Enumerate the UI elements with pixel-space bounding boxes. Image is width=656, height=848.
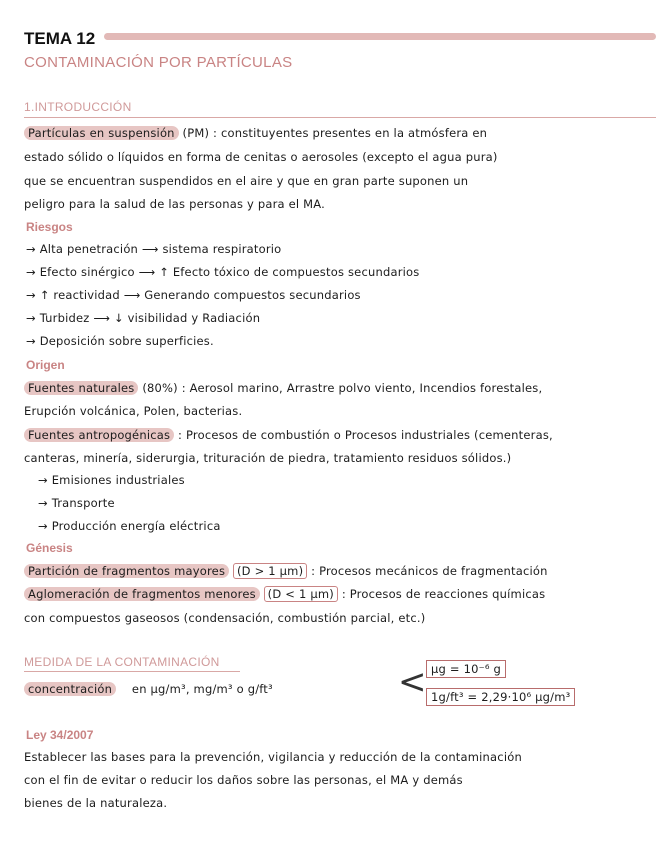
- list-item: → Turbidez ⟶ ↓ visibilidad y Radiación: [26, 311, 261, 325]
- highlight-term: Partículas en suspensión: [24, 126, 179, 140]
- text: (PM) : constituyentes presentes en la atmósfera en: [182, 126, 488, 140]
- list-item: → Producción energía eléctrica: [38, 519, 221, 533]
- section-underline: [24, 117, 656, 118]
- paragraph-line: canteras, minería, siderurgia, trituración de piedra, tratamiento residuos sólidos.): [24, 451, 512, 465]
- paragraph-line: Fuentes antropogénicas : Procesos de combustión o Procesos industriales (cementeras,: [24, 428, 553, 442]
- list-item: → Transporte: [38, 496, 115, 510]
- tema-title: TEMA 12: [24, 29, 96, 48]
- size-box: (D < 1 µm): [264, 586, 338, 602]
- subheading-genesis: Génesis: [26, 541, 73, 555]
- paragraph-line: Establecer las bases para la prevención, vigilancia y reducción de la contaminación: [24, 750, 522, 764]
- paragraph-line: [24, 126, 487, 140]
- list-item: → ↑ reactividad ⟶ Generando compuestos secundarios: [26, 288, 361, 302]
- section-underline: [24, 671, 240, 672]
- list-item: → Efecto sinérgico ⟶ ↑ Efecto tóxico de compuestos secundarios: [26, 265, 420, 279]
- subheading-ley: Ley 34/2007: [26, 728, 94, 742]
- subheading-origen: Origen: [26, 358, 65, 372]
- size-box: (D > 1 µm): [233, 563, 307, 579]
- paragraph-line: concentración en µg/m³, mg/m³ o g/ft³: [24, 682, 273, 696]
- subheading-riesgos: Riesgos: [26, 220, 73, 234]
- list-item: → Alta penetración ⟶ sistema respiratorio: [26, 242, 282, 256]
- list-item: → Deposición sobre superficies.: [26, 334, 214, 348]
- highlight-term: Fuentes naturales: [24, 381, 138, 395]
- paragraph-line: con compuestos gaseosos (condensación, combustión parcial, etc.): [24, 611, 426, 625]
- highlight-term: Aglomeración de fragmentos menores: [24, 587, 260, 601]
- paragraph-line: peligro para la salud de las personas y para el MA.: [24, 197, 326, 211]
- section-heading-intro: 1.INTRODUCCIÓN: [24, 100, 132, 114]
- title-bar: [104, 33, 656, 40]
- list-item: → Emisiones industriales: [38, 473, 185, 487]
- highlight-term: Fuentes antropogénicas: [24, 428, 174, 442]
- highlight-term: Partición de fragmentos mayores: [24, 564, 229, 578]
- paragraph-line: bienes de la naturaleza.: [24, 796, 168, 810]
- formula-box: µg = 10⁻⁶ g: [426, 660, 506, 678]
- paragraph-line: con el fin de evitar o reducir los daños sobre las personas, el MA y demás: [24, 773, 463, 787]
- paragraph-line: Partición de fragmentos mayores (D > 1 µm) : Procesos mecánicos de fragmentación: [24, 564, 548, 578]
- paragraph-line: Fuentes naturales (80%) : Aerosol marino, Arrastre polvo viento, Incendios forestales,: [24, 381, 542, 395]
- bracket-icon: <: [398, 662, 427, 702]
- paragraph-line: que se encuentran suspendidos en el aire y que en gran parte suponen un: [24, 174, 469, 188]
- page-subtitle: CONTAMINACIÓN POR PARTÍCULAS: [24, 54, 293, 71]
- paragraph-line: Aglomeración de fragmentos menores (D < 1 µm) : Procesos de reacciones químicas: [24, 587, 545, 601]
- highlight-term: concentración: [24, 682, 116, 696]
- paragraph-line: Erupción volcánica, Polen, bacterias.: [24, 404, 243, 418]
- formula-box: 1g/ft³ = 2,29·10⁶ µg/m³: [426, 688, 575, 706]
- section-heading-medida: MEDIDA DE LA CONTAMINACIÓN: [24, 655, 220, 669]
- paragraph-line: estado sólido o líquidos en forma de cenitas o aerosoles (excepto el agua pura): [24, 150, 498, 164]
